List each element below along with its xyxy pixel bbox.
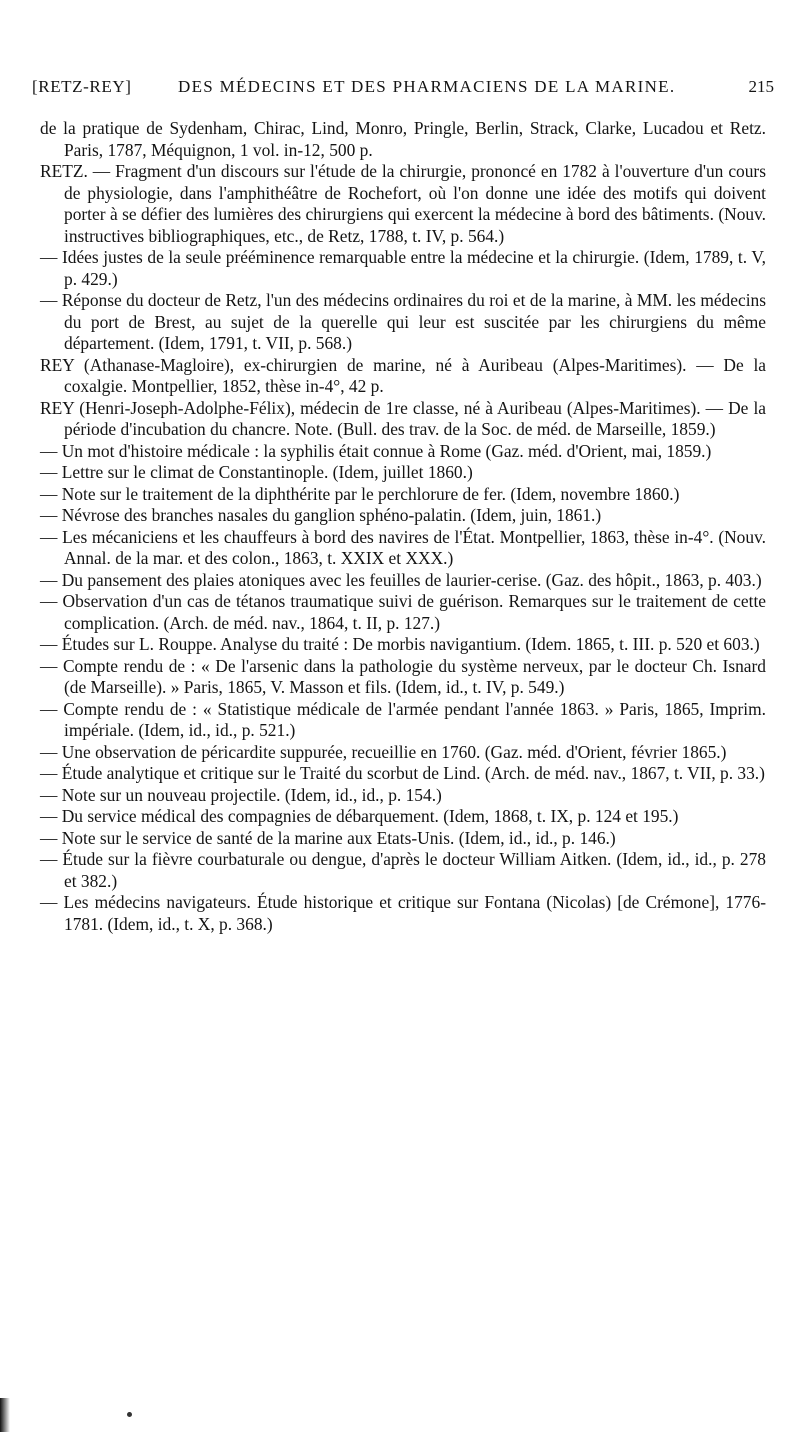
entry-lead: —	[40, 784, 62, 805]
entry-text: (Henri-Joseph-Adolphe-Félix), médecin de 1re classe, né à Auribeau (Alpes-Maritimes). — De la période d'incubation du chancre. Note. (Bull. des trav. de la Soc. de méd. de Marseille, 1859.)	[64, 397, 766, 439]
entry-text: Compte rendu de : « Statistique médicale de l'armée pendant l'année 1863. » Paris, 1865, Imprim. impériale. (Idem, id., id., p. 521.)	[63, 698, 766, 740]
bibliography-entry	[40, 441, 766, 463]
entry-lead: —	[40, 892, 64, 912]
bibliography-entry	[40, 505, 766, 527]
bibliography-entry	[40, 161, 766, 247]
header-title: DES MÉDECINS ET DES PHARMACIENS DE LA MARINE.	[178, 77, 676, 96]
entry-lead: —	[40, 849, 63, 869]
entry-lead: —	[40, 462, 62, 482]
bibliography-entry	[40, 849, 766, 892]
bibliography-list	[40, 118, 766, 935]
entry-text: Idées justes de la seule prééminence remarquable entre la médecine et la chirurgie. (Idem, 1789, t. V, p. 429.)	[61, 247, 766, 289]
header-section-label: [RETZ-REY]	[32, 77, 132, 96]
bibliography-entry	[40, 484, 766, 506]
entry-lead: —	[40, 569, 62, 590]
entry-text: de la pratique de Sydenham, Chirac, Lind, Monro, Pringle, Berlin, Strack, Clarke, Lucadou et Retz. Paris, 1787, Méquignon, 1 vol. in-12, 500 p.	[40, 118, 766, 160]
entry-lead: —	[40, 483, 62, 504]
entry-lead: —	[40, 806, 62, 826]
entry-text: Étude analytique et critique sur le Traité du scorbut de Lind. (Arch. de méd. nav., 1867, t. VII, p. 33.)	[61, 763, 765, 783]
bibliography-entry	[40, 828, 766, 850]
entry-text: Note sur un nouveau projectile. (Idem, id., id., p. 154.)	[61, 784, 442, 805]
entry-text: Les médecins navigateurs. Étude historique et critique sur Fontana (Nicolas) [de Crémone], 1776-1781. (Idem, id., t. X, p. 368.)	[63, 892, 766, 934]
bibliography-entry	[40, 290, 766, 355]
entry-lead: —	[40, 763, 62, 783]
bibliography-entry	[40, 247, 766, 290]
bibliography-entry	[40, 591, 766, 634]
entry-lead: —	[40, 698, 64, 719]
entry-lead: —	[40, 634, 62, 654]
bibliography-entry	[40, 785, 766, 807]
bibliography-entry	[40, 398, 766, 441]
bibliography-entry	[40, 656, 766, 699]
entry-lead: REY	[40, 354, 84, 375]
bibliography-entry	[40, 570, 766, 592]
entry-text: (Athanase-Magloire), ex-chirurgien de marine, né à Auribeau (Alpes-Maritimes). — De la coxalgie. Montpellier, 1852, thèse in-4°, 42 p.	[64, 354, 767, 396]
entry-lead: —	[40, 655, 63, 676]
entry-lead: REY	[40, 397, 80, 418]
entry-lead: —	[40, 591, 63, 611]
bibliography-entry	[40, 892, 766, 935]
entry-lead: —	[40, 526, 63, 547]
entry-lead: —	[40, 440, 62, 461]
entry-text: Du service médical des compagnies de débarquement. (Idem, 1868, t. IX, p. 124 et 195.)	[61, 806, 679, 826]
entry-lead: RETZ. —	[40, 161, 116, 181]
bibliography-entry	[40, 118, 766, 161]
entry-lead: —	[40, 741, 62, 762]
bibliography-entry	[40, 462, 766, 484]
entry-text: Étude sur la fièvre courbaturale ou dengue, d'après le docteur William Aitken. (Idem, id., id., p. 278 et 382.)	[62, 849, 766, 891]
entry-text: Les mécaniciens et les chauffeurs à bord des navires de l'État. Montpellier, 1863, thèse in-4°. (Nouv. Annal. de la mar. et des colon., 1863, t. XXIX et XXX.)	[62, 526, 766, 568]
entry-text: Fragment d'un discours sur l'étude de la chirurgie, prononcé en 1782 à l'ouverture d'un cours de physiologie, dans l'amphithéâtre de Rochefort, où l'on donne une idée des motifs qui doivent porter à se défier des lumières des chirurgiens qui exercent la médecine à bord des bâtiments. (Nouv. instructives bibliographiques, etc., de Retz, 1788, t. IV, p. 564.)	[64, 161, 766, 246]
entry-lead: —	[40, 247, 62, 267]
entry-text: Lettre sur le climat de Constantinople. (Idem, juillet 1860.)	[61, 462, 473, 482]
page-number: 215	[748, 77, 774, 96]
entry-lead: —	[40, 827, 62, 848]
bibliography-entry	[40, 527, 766, 570]
bibliography-entry	[40, 742, 766, 764]
bibliography-entry	[40, 763, 766, 785]
bibliography-entry	[40, 355, 766, 398]
entry-text: Un mot d'histoire médicale : la syphilis était connue à Rome (Gaz. méd. d'Orient, mai, 1859.)	[61, 440, 712, 461]
entry-text: Une observation de péricardite suppurée, recueillie en 1760. (Gaz. méd. d'Orient, février 1865.)	[61, 741, 727, 762]
entry-text: Note sur le traitement de la diphthérite par le perchlorure de fer. (Idem, novembre 1860.)	[61, 483, 680, 504]
entry-text: Du pansement des plaies atoniques avec les feuilles de laurier-cerise. (Gaz. des hôpit., 1863, p. 403.)	[61, 569, 762, 590]
entry-lead: —	[40, 505, 62, 525]
entry-lead: —	[40, 290, 62, 310]
bibliography-entry	[40, 806, 766, 828]
entry-text: Névrose des branches nasales du ganglion sphéno-palatin. (Idem, juin, 1861.)	[61, 505, 602, 525]
bibliography-entry	[40, 634, 766, 656]
ink-spot	[127, 1412, 132, 1417]
entry-text: Observation d'un cas de tétanos traumatique suivi de guérison. Remarques sur le traitement de cette complication. (Arch. de méd. nav., 1864, t. II, p. 127.)	[62, 591, 766, 633]
entry-text: Compte rendu de : « De l'arsenic dans la pathologie du système nerveux, par le docteur Ch. Isnard (de Marseille). » Paris, 1865, V. Masson et fils. (Idem, id., t. IV, p. 549.)	[62, 655, 766, 697]
scan-edge-shadow	[0, 1398, 10, 1432]
entry-text: Réponse du docteur de Retz, l'un des médecins ordinaires du roi et de la marine, à MM. les médecins du port de Brest, au sujet de la querelle qui leur est suscitée par les chirurgiens du même département. (Idem, 1791, t. VII, p. 568.)	[61, 290, 766, 353]
entry-text: Note sur le service de santé de la marine aux Etats-Unis. (Idem, id., id., p. 146.)	[61, 827, 616, 848]
entry-text: Études sur L. Rouppe. Analyse du traité : De morbis navigantium. (Idem. 1865, t. III. p. 520 et 603.)	[61, 634, 760, 654]
bibliography-entry	[40, 699, 766, 742]
